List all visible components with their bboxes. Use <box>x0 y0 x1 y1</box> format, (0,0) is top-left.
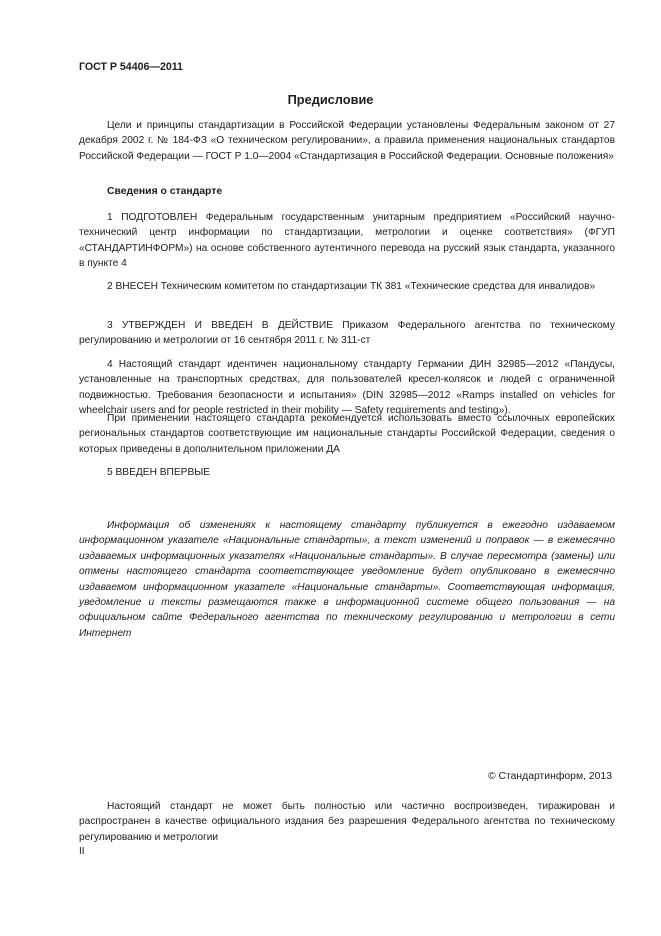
page-number: II <box>79 846 85 857</box>
copyright: © Стандартинформ, 2013 <box>487 771 612 782</box>
intro-paragraph: Цели и принципы стандартизации в Российской Федерации установлены Федеральным законом от 27 декабря 2002 г. № 184-ФЗ «О техническом регулировании», а правила применения национальных стандартов Российской Федерации — ГОСТ Р 1.0—2004 «Стандартизация в Российской Федерации. Основные положения» <box>79 120 615 162</box>
item-3-paragraph: 3 УТВЕРЖДЕН И ВВЕДЕН В ДЕЙСТВИЕ Приказом Федерального агентства по техническому регулированию и метрологии от 16 сентября 2011 г. № 311-ст <box>79 320 615 347</box>
item-1-paragraph: 1 ПОДГОТОВЛЕН Федеральным государственным унитарным предприятием «Российский научно-технический центр информации по стандартизации, метрологии и оценке соответствия» (ФГУП «СТАНДАРТИНФОРМ») на основе собственного аутентичного перевода на русский язык стандарта, указанного в пункте 4 <box>79 212 615 270</box>
item-4-note-paragraph: При применении настоящего стандарта рекомендуется использовать вместо ссылочных европейских региональных стандартов соответствующие им национальные стандарты Российской Федерации, сведения о которых приведены в дополнительном приложении ДА <box>79 413 615 455</box>
item-5-paragraph: 5 ВВЕДЕН ВПЕРВЫЕ <box>107 467 211 478</box>
item-4-paragraph: 4 Настоящий стандарт идентичен национальному стандарту Германии ДИН 32985—2012 «Пандусы, установленные на транспортных средствах, для пользователей кресел-колясок и людей с ограниченной подвижностью. Требования безопасности и испытания» (DIN 32985—2012 «Ramps installed on vehicles for wheelchair users and for people restricted in their mobility — Safety requirements and testing»). <box>79 359 615 417</box>
reproduction-notice: Настоящий стандарт не может быть полностью или частично воспроизведен, тиражирован и распространен в качестве официального издания без разрешения Федерального агентства по техническому регулированию и метрологии <box>79 801 615 843</box>
info-title: Сведения о стандарте <box>107 186 223 197</box>
item-2-paragraph: 2 ВНЕСЕН Техническим комитетом по стандартизации ТК 381 «Технические средства для инвалидов» <box>107 281 596 292</box>
section-title: Предисловие <box>287 92 374 107</box>
document-number: ГОСТ Р 54406—2011 <box>79 61 183 73</box>
notice-paragraph: Информация об изменениях к настоящему стандарту публикуется в ежегодно издаваемом информационном указателе «Национальные стандарты», а текст изменений и поправок — в ежемесячно издаваемых информационных указателях «Национальные стандарты». В случае пересмотра (замены) или отмены настоящего стандарта соответствующее уведомление будет опубликовано в ежемесячно издаваемом информационном указателе «Национальные стандарты». Соответствующая информация, уведомление и тексты размещаются также в информационной системе общего пользования — на официальном сайте Федерального агентства по техническому регулированию и метрологии в сети Интернет <box>79 520 615 639</box>
